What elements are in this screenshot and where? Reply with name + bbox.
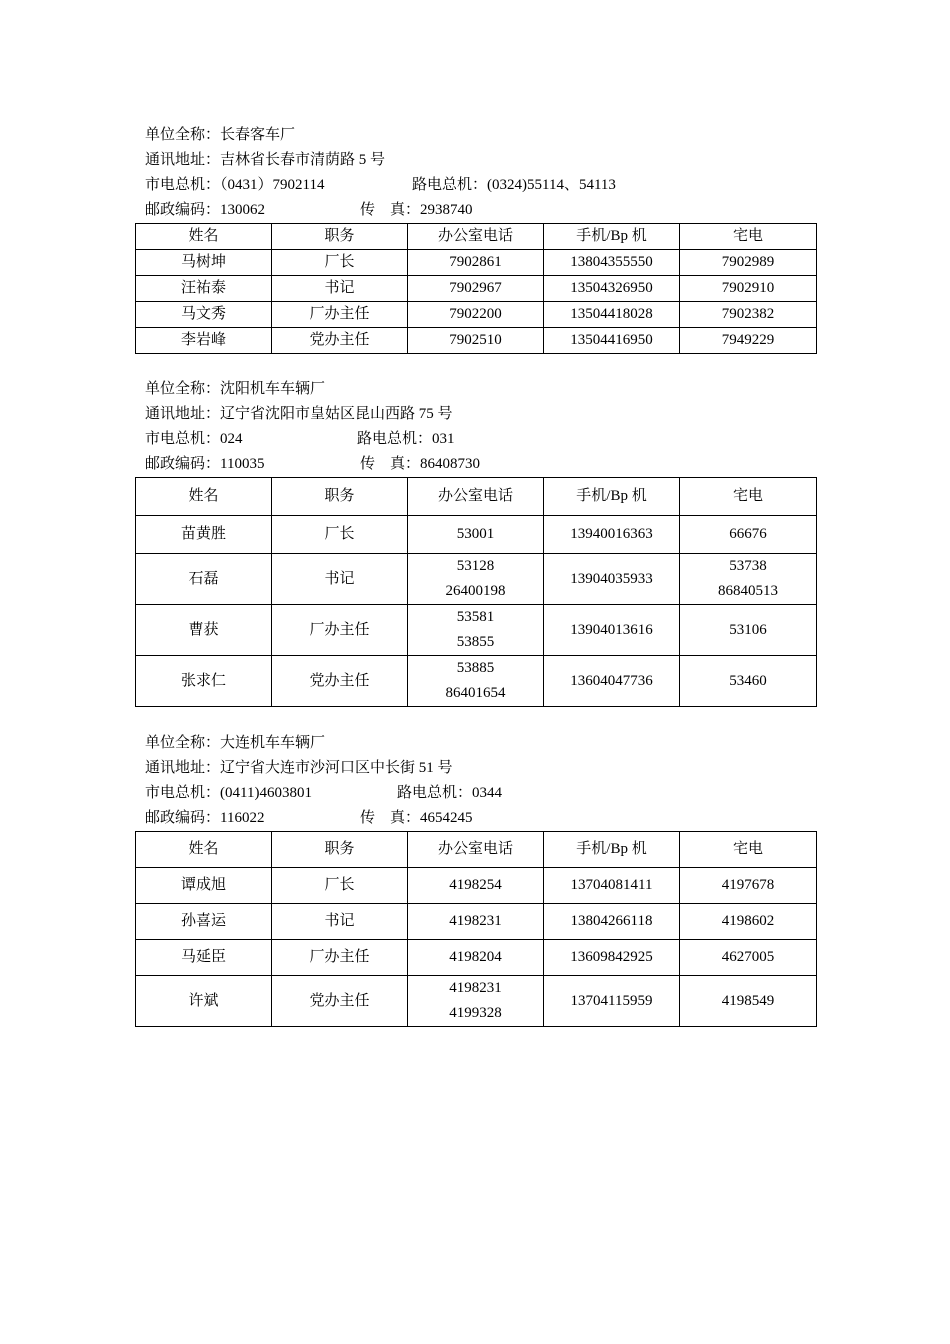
home-phone-cell — [680, 276, 817, 302]
contact-table — [135, 477, 817, 707]
postcode-label: 邮政编码： — [145, 810, 221, 826]
mobile-phone: 13804266118 — [544, 904, 680, 940]
city-phone — [145, 431, 243, 447]
office-phone-cell — [408, 250, 544, 276]
table-header-row — [136, 478, 817, 516]
city-phone-value: 024 — [220, 431, 243, 447]
table-row — [136, 904, 817, 940]
home-phone: 86840513 — [718, 583, 778, 599]
address-label: 通讯地址： — [145, 760, 221, 776]
address-line — [135, 402, 816, 427]
office-phone: 4198231 — [449, 980, 502, 996]
mobile-phone: 13504416950 — [544, 328, 680, 354]
postcode-value: 110035 — [220, 456, 265, 472]
office-phone: 53581 — [456, 609, 495, 625]
postcode — [145, 456, 264, 472]
postcode-line — [135, 198, 816, 223]
home-phone: 7949229 — [721, 332, 775, 348]
office-phone: 26400198 — [445, 583, 506, 599]
unit-name-value: 沈阳机车车辆厂 — [220, 381, 326, 397]
mobile-phone: 13704115959 — [544, 976, 680, 1027]
unit-block — [135, 731, 816, 1027]
mobile-phone: 13504326950 — [544, 276, 680, 302]
person-name: 马树坤 — [136, 250, 272, 276]
office-phone-cell — [408, 656, 544, 707]
home-phone: 7902989 — [721, 254, 775, 270]
table-row — [136, 302, 817, 328]
home-phone-cell — [680, 328, 817, 354]
column-header: 办公室电话 — [408, 478, 544, 516]
column-header: 手机/Bp 机 — [544, 478, 680, 516]
city-phone-label: 市电总机： — [145, 177, 221, 193]
home-phone-cell — [680, 940, 817, 976]
office-phone: 7902200 — [449, 306, 502, 322]
rail-phone-value: 031 — [432, 431, 455, 447]
home-phone: 4198602 — [721, 913, 775, 929]
city-phone-label: 市电总机： — [145, 431, 221, 447]
office-phone: 53001 — [456, 526, 495, 542]
column-header: 手机/Bp 机 — [544, 224, 680, 250]
address-value: 吉林省长春市清荫路 5 号 — [220, 152, 386, 168]
mobile-phone: 13904035933 — [544, 554, 680, 605]
unit-name — [145, 735, 325, 751]
home-phone-cell — [680, 554, 817, 605]
postcode-line — [135, 452, 816, 477]
home-phone: 53106 — [729, 621, 767, 638]
person-name: 张求仁 — [136, 656, 272, 707]
office-phone-cell — [408, 868, 544, 904]
office-phone: 4198254 — [449, 877, 502, 893]
office-phone-cell — [408, 976, 544, 1027]
table-row — [136, 656, 817, 707]
office-phone: 7902967 — [449, 280, 502, 296]
person-position: 厂办主任 — [272, 940, 408, 976]
person-position: 党办主任 — [272, 976, 408, 1027]
city-phone-value: （0431）7902114 — [220, 177, 325, 193]
city-phone-value: (0411)4603801 — [220, 785, 312, 801]
phone-line — [135, 781, 816, 806]
person-name: 汪祐泰 — [136, 276, 272, 302]
person-name: 孙喜运 — [136, 904, 272, 940]
home-phone: 4197678 — [721, 877, 775, 893]
office-phone: 4198231 — [449, 913, 502, 929]
rail-phone-label: 路电总机： — [357, 431, 433, 447]
office-phone-cell — [408, 904, 544, 940]
home-phone-cell — [680, 516, 817, 554]
address — [145, 406, 453, 422]
postcode — [145, 202, 265, 218]
column-header: 职务 — [272, 224, 408, 250]
column-header: 职务 — [272, 478, 408, 516]
person-position: 书记 — [272, 554, 408, 605]
postcode-value: 116022 — [220, 810, 265, 826]
office-phone-cell — [408, 940, 544, 976]
contact-table — [135, 831, 817, 1027]
home-phone: 4627005 — [721, 949, 775, 965]
column-header: 姓名 — [136, 224, 272, 250]
unit-name-value: 大连机车车辆厂 — [220, 735, 326, 751]
person-position: 厂办主任 — [272, 605, 408, 656]
office-phone: 7902510 — [449, 332, 502, 348]
address — [145, 760, 453, 776]
home-phone: 7902382 — [721, 306, 775, 322]
unit-name-label: 单位全称： — [145, 381, 221, 397]
mobile-phone: 13704081411 — [544, 868, 680, 904]
person-name: 马延臣 — [136, 940, 272, 976]
address-label: 通讯地址： — [145, 406, 221, 422]
column-header: 宅电 — [680, 832, 817, 868]
unit-block — [135, 377, 816, 707]
rail-phone-value: 0344 — [472, 785, 503, 801]
office-phone-cell — [408, 276, 544, 302]
column-header: 办公室电话 — [408, 224, 544, 250]
rail-phone — [397, 781, 502, 806]
rail-phone-label: 路电总机： — [397, 785, 473, 801]
city-phone-label: 市电总机： — [145, 785, 221, 801]
person-name: 曹获 — [136, 605, 272, 656]
person-position: 党办主任 — [272, 328, 408, 354]
table-header-row — [136, 224, 817, 250]
office-phone: 53128 — [456, 558, 495, 574]
phone-line — [135, 427, 816, 452]
rail-phone-label: 路电总机： — [412, 177, 488, 193]
address-label: 通讯地址： — [145, 152, 221, 168]
table-row — [136, 516, 817, 554]
table-row — [136, 605, 817, 656]
mobile-phone: 13604047736 — [544, 656, 680, 707]
office-phone: 7902861 — [449, 254, 502, 270]
mobile-phone: 13804355550 — [544, 250, 680, 276]
table-row — [136, 940, 817, 976]
phone-line — [135, 173, 816, 198]
postcode-label: 邮政编码： — [145, 456, 221, 472]
table-row — [136, 250, 817, 276]
person-name: 许斌 — [136, 976, 272, 1027]
fax-value: 4654245 — [420, 810, 473, 826]
home-phone: 53738 — [729, 558, 767, 574]
table-row — [136, 276, 817, 302]
unit-name-line — [135, 377, 816, 402]
column-header: 宅电 — [680, 478, 817, 516]
fax — [360, 452, 480, 477]
person-position: 厂办主任 — [272, 302, 408, 328]
home-phone: 7902910 — [721, 280, 775, 296]
mobile-phone: 13940016363 — [544, 516, 680, 554]
postcode-line — [135, 806, 816, 831]
fax — [360, 198, 473, 223]
office-phone: 4199328 — [449, 1005, 502, 1021]
office-phone-cell — [408, 605, 544, 656]
table-row — [136, 554, 817, 605]
city-phone — [145, 785, 312, 801]
rail-phone-value: (0324)55114、54113 — [487, 177, 616, 193]
unit-name-line — [135, 731, 816, 756]
mobile-phone: 13609842925 — [544, 940, 680, 976]
address-line — [135, 148, 816, 173]
office-phone: 53885 — [456, 660, 495, 676]
person-name: 苗黄胜 — [136, 516, 272, 554]
home-phone-cell — [680, 976, 817, 1027]
unit-name — [145, 381, 325, 397]
home-phone-cell — [680, 302, 817, 328]
person-name: 马文秀 — [136, 302, 272, 328]
postcode-label: 邮政编码： — [145, 202, 221, 218]
unit-name-line — [135, 123, 816, 148]
column-header: 职务 — [272, 832, 408, 868]
person-name: 谭成旭 — [136, 868, 272, 904]
fax-label: 传 真： — [360, 202, 421, 218]
office-phone: 53855 — [456, 634, 495, 650]
unit-name — [145, 127, 295, 143]
unit-name-label: 单位全称： — [145, 735, 221, 751]
table-row — [136, 328, 817, 354]
home-phone-cell — [680, 904, 817, 940]
home-phone-cell — [680, 868, 817, 904]
fax-label: 传 真： — [360, 456, 421, 472]
office-phone-cell — [408, 328, 544, 354]
home-phone: 66676 — [729, 526, 767, 542]
city-phone — [145, 177, 324, 193]
home-phone-cell — [680, 250, 817, 276]
fax-value: 2938740 — [420, 202, 473, 218]
unit-name-label: 单位全称： — [145, 127, 221, 143]
person-position: 厂长 — [272, 250, 408, 276]
home-phone-cell — [680, 656, 817, 707]
unit-block — [135, 123, 816, 354]
column-header: 手机/Bp 机 — [544, 832, 680, 868]
person-position: 党办主任 — [272, 656, 408, 707]
contact-table — [135, 223, 817, 354]
postcode — [145, 810, 264, 826]
table-row — [136, 868, 817, 904]
person-position: 厂长 — [272, 868, 408, 904]
person-position: 书记 — [272, 904, 408, 940]
column-header: 办公室电话 — [408, 832, 544, 868]
office-phone-cell — [408, 554, 544, 605]
column-header: 姓名 — [136, 832, 272, 868]
office-phone-cell — [408, 302, 544, 328]
column-header: 宅电 — [680, 224, 817, 250]
table-header-row — [136, 832, 817, 868]
unit-name-value: 长春客车厂 — [220, 127, 296, 143]
address-line — [135, 756, 816, 781]
office-phone: 4198204 — [449, 949, 502, 965]
column-header: 姓名 — [136, 478, 272, 516]
table-row — [136, 976, 817, 1027]
mobile-phone: 13504418028 — [544, 302, 680, 328]
person-position: 厂长 — [272, 516, 408, 554]
fax-value: 86408730 — [420, 456, 481, 472]
fax-label: 传 真： — [360, 810, 421, 826]
fax — [360, 806, 473, 831]
office-phone-cell — [408, 516, 544, 554]
home-phone: 4198549 — [721, 992, 775, 1009]
mobile-phone: 13904013616 — [544, 605, 680, 656]
home-phone: 53460 — [729, 672, 767, 689]
home-phone-cell — [680, 605, 817, 656]
person-name: 石磊 — [136, 554, 272, 605]
person-name: 李岩峰 — [136, 328, 272, 354]
rail-phone — [357, 427, 455, 452]
rail-phone — [412, 173, 616, 198]
address-value: 辽宁省大连市沙河口区中长街 51 号 — [220, 760, 453, 776]
postcode-value: 130062 — [220, 202, 266, 218]
address-value: 辽宁省沈阳市皇姑区昆山西路 75 号 — [220, 406, 453, 422]
office-phone: 86401654 — [445, 685, 506, 701]
address — [145, 152, 385, 168]
person-position: 书记 — [272, 276, 408, 302]
